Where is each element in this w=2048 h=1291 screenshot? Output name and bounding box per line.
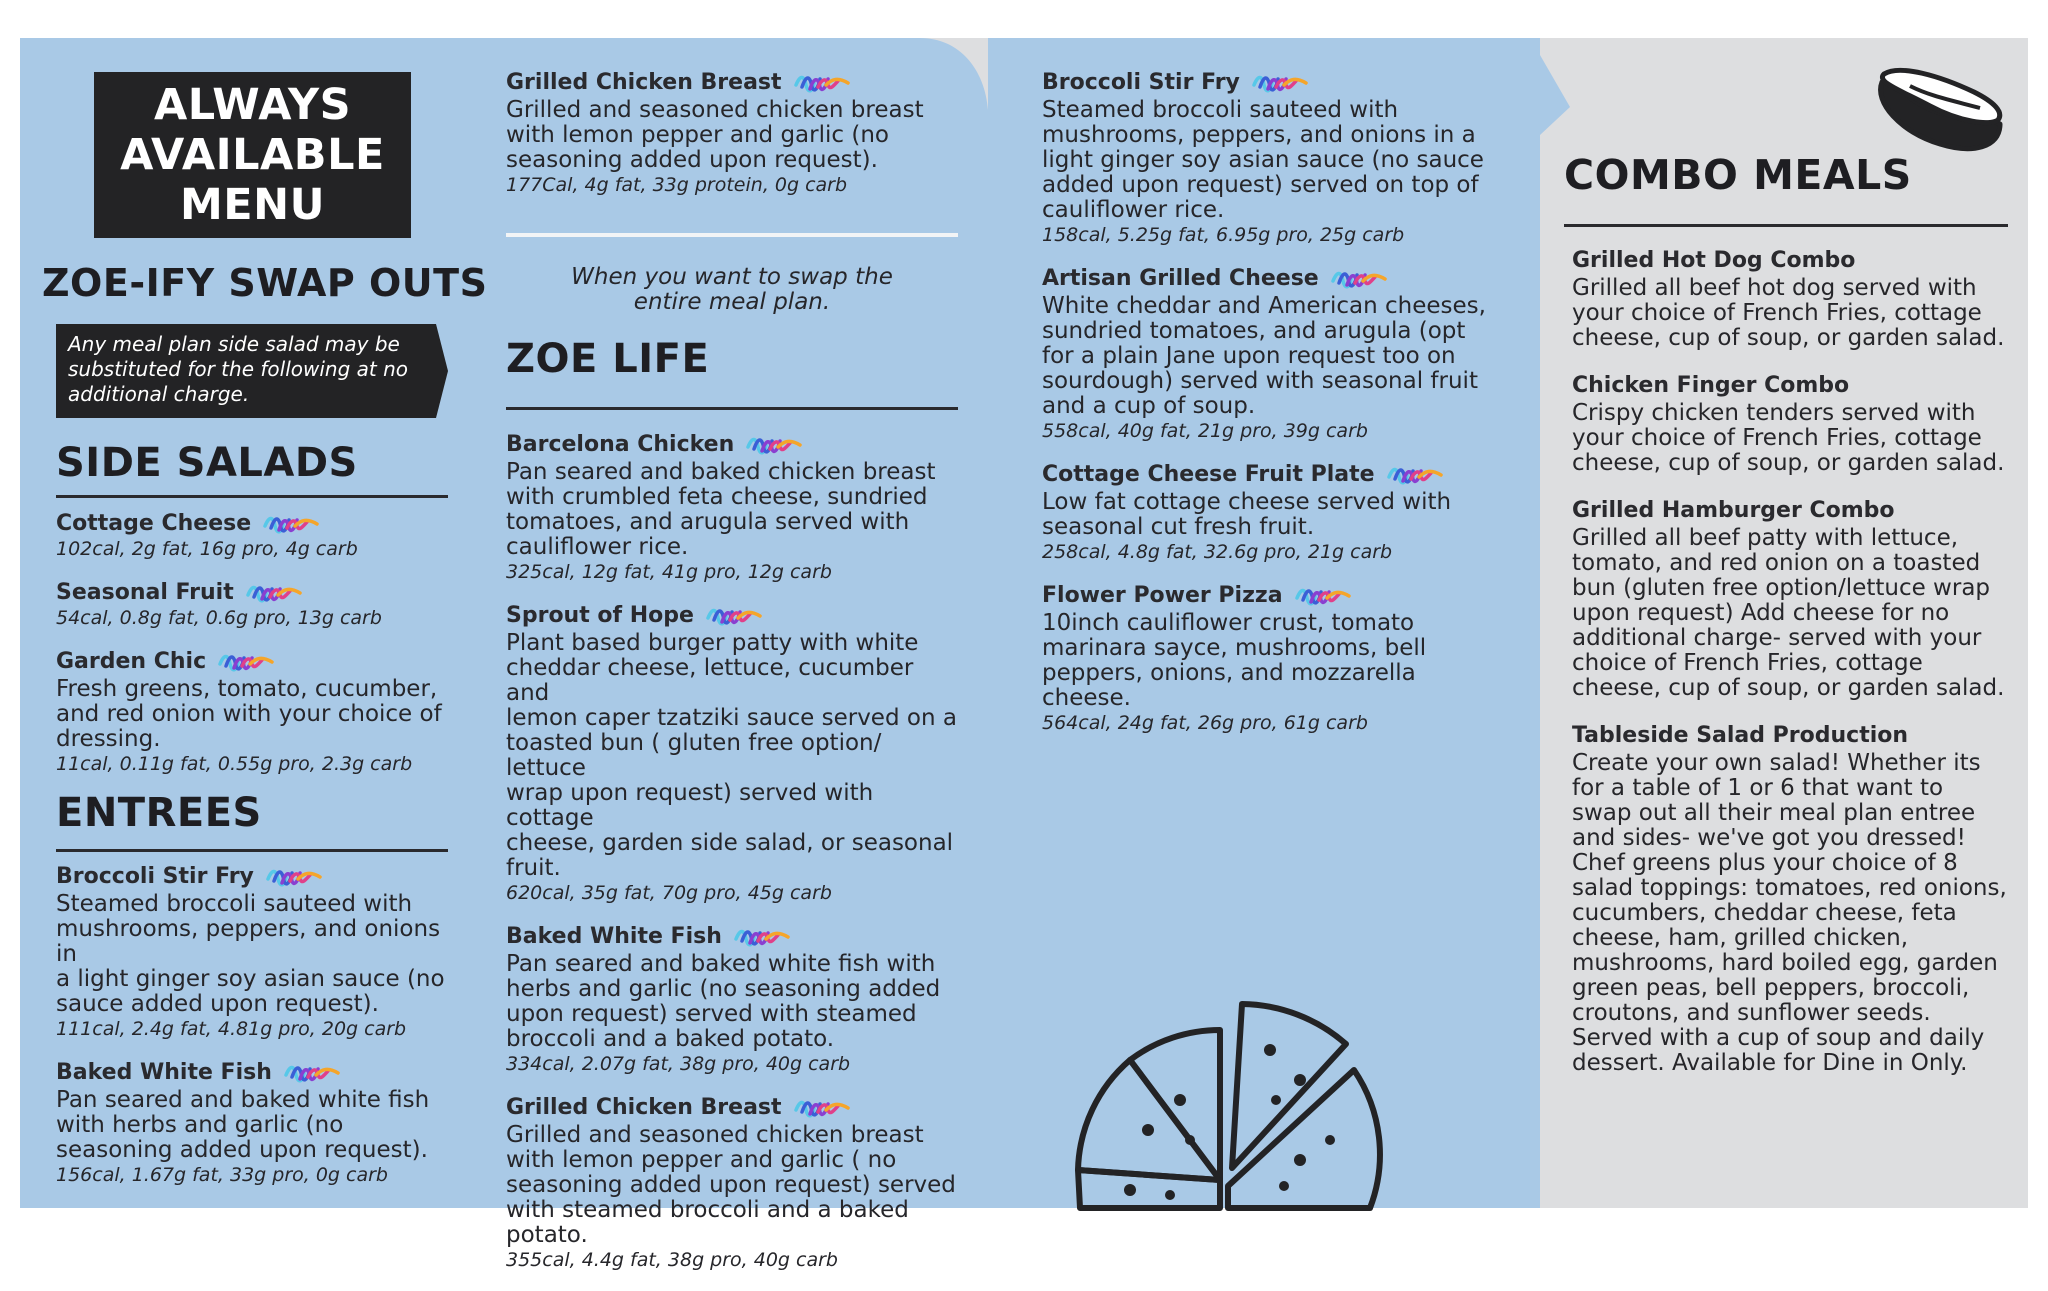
menu-item-name-text: Garden Chic bbox=[56, 649, 207, 674]
menu-item-description-line: lemon caper tzatziki sauce served on a bbox=[506, 705, 957, 731]
menu-item-description-line: sourdough) served with seasonal fruit bbox=[1042, 368, 1478, 394]
menu-item-description-line: cauliflower rice. bbox=[1042, 197, 1225, 223]
menu-item bbox=[506, 1095, 962, 1273]
menu-item-name bbox=[1572, 498, 2024, 524]
menu-item-nutrition: 355cal, 4.4g fat, 38g pro, 40g carb bbox=[506, 1249, 838, 1271]
menu-item-description-line: swap out all their meal plan entree bbox=[1572, 800, 1976, 826]
menu-item-nutrition: 558cal, 40g fat, 21g pro, 39g carb bbox=[1042, 420, 1368, 442]
hot-dog-icon bbox=[1870, 62, 2006, 158]
menu-item-description-line: a light ginger soy asian sauce (no bbox=[56, 966, 445, 992]
menu-item-description-line: cheese, cup of soup, or garden salad. bbox=[1572, 450, 2005, 476]
menu-item-description-line: your choice of French Fries, cottage bbox=[1572, 300, 1982, 326]
menu-item-name bbox=[1042, 70, 1502, 96]
menu-item-description-line: and red onion with your choice of bbox=[56, 701, 442, 727]
menu-item-nutrition: 54cal, 0.8g fat, 0.6g pro, 13g carb bbox=[56, 607, 382, 629]
menu-item-name-text: Seasonal Fruit bbox=[56, 580, 234, 605]
menu-item-name-text: Baked White Fish bbox=[506, 924, 722, 949]
menu-item-description-line: Low fat cottage cheese served with bbox=[1042, 489, 1452, 515]
swap-outs-heading: ZOE-IFY SWAP OUTS bbox=[42, 261, 488, 305]
menu-item-description-line: cheese, ham, grilled chicken, bbox=[1572, 925, 1909, 951]
menu-item bbox=[1042, 266, 1502, 444]
menu-item-description-line: croutons, and sunflower seeds. bbox=[1572, 1000, 1931, 1026]
menu-item-description-line: cucumbers, cheddar cheese, feta bbox=[1572, 900, 1957, 926]
side-salads-divider bbox=[56, 495, 448, 498]
menu-item-description-line: tomatoes, and arugula served with bbox=[506, 509, 910, 535]
menu-item-name bbox=[506, 70, 946, 96]
menu-item-name bbox=[1042, 462, 1502, 488]
menu-item-name-text: Grilled Hamburger Combo bbox=[1572, 498, 1895, 523]
menu-item bbox=[1572, 723, 2024, 1076]
side-salads-heading: SIDE SALADS bbox=[56, 440, 358, 486]
menu-item-name bbox=[506, 924, 962, 950]
entrees-divider bbox=[56, 849, 448, 852]
menu-item-description-line: cheese, garden side salad, or seasonal fruit. bbox=[506, 830, 954, 881]
swap-note-line: When you want to swap the bbox=[571, 264, 893, 290]
menu-item-description-line: seasoning added upon request) served bbox=[506, 1172, 956, 1198]
menu-item bbox=[56, 580, 456, 631]
menu-item-description-line: Pan seared and baked chicken breast bbox=[506, 459, 936, 485]
zoe-wave-icon bbox=[261, 512, 319, 536]
menu-item-description-line: choice of French Fries, cottage bbox=[1572, 650, 1923, 676]
side-salads-list bbox=[56, 511, 456, 795]
menu-item-nutrition: 11cal, 0.11g fat, 0.55g pro, 2.3g carb bbox=[56, 753, 413, 775]
menu-item-description-line: seasoning added upon request). bbox=[56, 1137, 428, 1163]
menu-item-nutrition: 102cal, 2g fat, 16g pro, 4g carb bbox=[56, 538, 358, 560]
menu-item-name bbox=[56, 511, 456, 537]
menu-item-description-line: potato. bbox=[506, 1222, 588, 1248]
menu-item-description-line: tomato, and red onion on a toasted bbox=[1572, 550, 1981, 576]
menu-item-description-line: seasoning added upon request). bbox=[506, 147, 878, 173]
menu-item-description-line: 10inch cauliflower crust, tomato bbox=[1042, 610, 1415, 636]
zoe-life-heading: ZOE LIFE bbox=[506, 336, 710, 382]
swap-note bbox=[506, 265, 958, 315]
menu-item-description-line: sundried tomatoes, and arugula (opt bbox=[1042, 318, 1466, 344]
menu-item-name-text: Chicken Finger Combo bbox=[1572, 373, 1850, 398]
menu-item-description-line: your choice of French Fries, cottage bbox=[1572, 425, 1982, 451]
zoe-wave-icon bbox=[244, 581, 302, 605]
menu-item-description-line: cheddar cheese, lettuce, cucumber and bbox=[506, 655, 914, 706]
menu-item-nutrition: 177Cal, 4g fat, 33g protein, 0g carb bbox=[506, 174, 848, 196]
pizza-icon bbox=[1070, 990, 1370, 1208]
menu-item-description-line: added upon request) served on top of bbox=[1042, 172, 1479, 198]
menu-item-name bbox=[56, 580, 456, 606]
entrees-list bbox=[56, 864, 466, 1206]
zoe-life-list-continued bbox=[1042, 70, 1502, 754]
menu-item-nutrition: 564cal, 24g fat, 26g pro, 61g carb bbox=[1042, 712, 1368, 734]
menu-item-name bbox=[1042, 266, 1502, 292]
menu-item-name-text: Barcelona Chicken bbox=[506, 432, 735, 457]
menu-item-name-text: Grilled Chicken Breast bbox=[506, 1095, 782, 1120]
menu-item-description-line: mushrooms, peppers, and onions in bbox=[56, 916, 441, 967]
menu-item bbox=[56, 649, 456, 777]
menu-item-description-line: with lemon pepper and garlic (no bbox=[506, 122, 889, 148]
menu-item-name-text: Flower Power Pizza bbox=[1042, 583, 1283, 608]
menu-item-description-line: Grilled all beef patty with lettuce, bbox=[1572, 525, 1959, 551]
zoe-wave-icon bbox=[1329, 267, 1387, 291]
entrees-heading: ENTREES bbox=[56, 790, 262, 836]
menu-item-description-line: and sides- we've got you dressed! bbox=[1572, 825, 1966, 851]
menu-item-nutrition: 334cal, 2.07g fat, 38g pro, 40g carb bbox=[506, 1053, 851, 1075]
menu-item-description-line: Steamed broccoli sauteed with bbox=[1042, 97, 1399, 123]
menu-item-nutrition: 156cal, 1.67g fat, 33g pro, 0g carb bbox=[56, 1164, 388, 1186]
combo-meals-heading: COMBO MEALS bbox=[1564, 151, 1912, 199]
menu-item-description-line: Grilled and seasoned chicken breast bbox=[506, 97, 924, 123]
menu-item bbox=[506, 432, 962, 585]
menu-item-name bbox=[1572, 723, 2024, 749]
menu-item-description-line: mushrooms, hard boiled egg, garden bbox=[1572, 950, 1998, 976]
menu-item bbox=[1572, 498, 2024, 701]
menu-title-line: ALWAYS bbox=[153, 80, 352, 130]
menu-item-description-line: for a plain Jane upon request too on bbox=[1042, 343, 1456, 369]
menu-item-name-text: Grilled Chicken Breast bbox=[506, 70, 782, 95]
zoe-wave-icon bbox=[216, 650, 274, 674]
menu-item-nutrition: 258cal, 4.8g fat, 32.6g pro, 21g carb bbox=[1042, 541, 1393, 563]
swap-note-line: entire meal plan. bbox=[633, 289, 831, 315]
menu-item bbox=[56, 1060, 466, 1188]
menu-item-description-line: with lemon pepper and garlic ( no bbox=[506, 1147, 897, 1173]
zoe-wave-icon bbox=[1385, 463, 1443, 487]
menu-item-name-text: Broccoli Stir Fry bbox=[56, 864, 254, 889]
menu-item-nutrition: 111cal, 2.4g fat, 4.81g pro, 20g carb bbox=[56, 1018, 407, 1040]
menu-item-description-line: cheese, cup of soup, or garden salad. bbox=[1572, 675, 2005, 701]
menu-item-description-line: toasted bun ( gluten free option/ lettuce bbox=[506, 730, 882, 781]
menu-item bbox=[1042, 583, 1502, 736]
menu-item-description-line: Steamed broccoli sauteed with bbox=[56, 891, 413, 917]
menu-item-description-line: cheese, cup of soup, or garden salad. bbox=[1572, 325, 2005, 351]
swap-divider bbox=[506, 233, 958, 237]
menu-item-name bbox=[506, 432, 962, 458]
menu-item-name-text: Cottage Cheese bbox=[56, 511, 252, 536]
menu-item-name-text: Broccoli Stir Fry bbox=[1042, 70, 1240, 95]
menu-item bbox=[1042, 462, 1502, 565]
menu-item-description-line: Pan seared and baked white fish with bbox=[506, 951, 936, 977]
menu-item-description-line: Plant based burger patty with white bbox=[506, 630, 919, 656]
menu-item-description-line: with steamed broccoli and a baked bbox=[506, 1197, 909, 1223]
menu-item-description-line: with crumbled feta cheese, sundried bbox=[506, 484, 928, 510]
menu-item-description-line: light ginger soy asian sauce (no sauce bbox=[1042, 147, 1484, 173]
panel-arrow-shape bbox=[1530, 55, 1570, 135]
menu-item-name bbox=[56, 1060, 466, 1086]
menu-item-nutrition: 325cal, 12g fat, 41g pro, 12g carb bbox=[506, 561, 832, 583]
menu-item-description-line: cheese. bbox=[1042, 685, 1131, 711]
menu-item-name-text: Baked White Fish bbox=[56, 1060, 272, 1085]
combo-meals-list bbox=[1572, 248, 2024, 1098]
menu-item-description-line: cauliflower rice. bbox=[506, 534, 689, 560]
banner-line: additional charge. bbox=[68, 382, 250, 406]
zoe-wave-icon bbox=[792, 71, 850, 95]
menu-item-description-line: peppers, onions, and mozzarella bbox=[1042, 660, 1416, 686]
menu-item-nutrition: 620cal, 35g fat, 70g pro, 45g carb bbox=[506, 882, 832, 904]
menu-item-name-text: Sprout of Hope bbox=[506, 603, 694, 628]
menu-item bbox=[56, 864, 466, 1042]
menu-item-description-line: Crispy chicken tenders served with bbox=[1572, 400, 1976, 426]
menu-item-description-line: dressing. bbox=[56, 726, 161, 752]
menu-item-name-text: Tableside Salad Production bbox=[1572, 723, 1909, 748]
menu-item-description-line: sauce added upon request). bbox=[56, 991, 379, 1017]
zoe-wave-icon bbox=[732, 925, 790, 949]
menu-item-nutrition: 158cal, 5.25g fat, 6.95g pro, 25g carb bbox=[1042, 224, 1405, 246]
menu-item-description-line: seasonal cut fresh fruit. bbox=[1042, 514, 1315, 540]
menu-item-description-line: upon request) Add cheese for no bbox=[1572, 600, 1950, 626]
menu-title-line: MENU bbox=[179, 180, 326, 230]
menu-title-line: AVAILABLE bbox=[120, 130, 385, 180]
menu-item bbox=[506, 70, 946, 198]
menu-item-name bbox=[506, 1095, 962, 1121]
menu-item-description-line: and a cup of soup. bbox=[1042, 393, 1256, 419]
menu-item-description-line: Grilled all beef hot dog served with bbox=[1572, 275, 1977, 301]
menu-item-description-line: wrap upon request) served with cottage bbox=[506, 780, 874, 831]
zoe-wave-icon bbox=[1293, 584, 1351, 608]
menu-item-name-text: Cottage Cheese Fruit Plate bbox=[1042, 462, 1375, 487]
zoe-life-divider bbox=[506, 407, 958, 410]
menu-item bbox=[56, 511, 456, 562]
menu-item-description-line: with herbs and garlic (no bbox=[56, 1112, 344, 1138]
menu-item-description-line: herbs and garlic (no seasoning added bbox=[506, 976, 941, 1002]
menu-item-description-line: bun (gluten free option/lettuce wrap bbox=[1572, 575, 1991, 601]
menu-item-name bbox=[56, 864, 466, 890]
zoe-wave-icon bbox=[744, 433, 802, 457]
menu-item bbox=[506, 603, 962, 906]
menu-item-description-line: Grilled and seasoned chicken breast bbox=[506, 1122, 924, 1148]
menu-item-description-line: Pan seared and baked white fish bbox=[56, 1087, 430, 1113]
menu-item-description-line: Chef greens plus your choice of 8 bbox=[1572, 850, 1958, 876]
combo-meals-divider bbox=[1564, 224, 2008, 227]
menu-item bbox=[506, 924, 962, 1077]
menu-item-description-line: broccoli and a baked potato. bbox=[506, 1026, 835, 1052]
zoe-wave-icon bbox=[282, 1061, 340, 1085]
banner-line: substituted for the following at no bbox=[68, 357, 408, 381]
zoe-wave-icon bbox=[704, 604, 762, 628]
menu-item bbox=[1572, 373, 2024, 476]
swap-item-list bbox=[506, 70, 946, 216]
menu-title-box bbox=[94, 72, 411, 238]
zoe-wave-icon bbox=[1250, 71, 1308, 95]
menu-item-description-line: White cheddar and American cheeses, bbox=[1042, 293, 1486, 319]
zoe-wave-icon bbox=[264, 865, 322, 889]
menu-item bbox=[1042, 70, 1502, 248]
menu-item-name bbox=[506, 603, 962, 629]
menu-item-name bbox=[1572, 248, 2024, 274]
menu-item-name-text: Grilled Hot Dog Combo bbox=[1572, 248, 1856, 273]
menu-item-description-line: salad toppings: tomatoes, red onions, bbox=[1572, 875, 2007, 901]
banner-line: Any meal plan side salad may be bbox=[68, 332, 400, 356]
zoe-wave-icon bbox=[792, 1096, 850, 1120]
menu-item-description-line: additional charge- served with your bbox=[1572, 625, 1982, 651]
menu-item-description-line: marinara sayce, mushrooms, bell bbox=[1042, 635, 1427, 661]
menu-item-name bbox=[56, 649, 456, 675]
menu-item-description-line: green peas, bell peppers, broccoli, bbox=[1572, 975, 1970, 1001]
swap-banner-text bbox=[68, 332, 408, 407]
menu-item-description-line: Served with a cup of soup and daily bbox=[1572, 1025, 1985, 1051]
menu-item bbox=[1572, 248, 2024, 351]
menu-item-description-line: mushrooms, peppers, and onions in a bbox=[1042, 122, 1476, 148]
menu-item-description-line: Fresh greens, tomato, cucumber, bbox=[56, 676, 438, 702]
zoe-life-list bbox=[506, 432, 962, 1291]
menu-item-description-line: dessert. Available for Dine in Only. bbox=[1572, 1050, 1968, 1076]
menu-item-description-line: upon request) served with steamed bbox=[506, 1001, 917, 1027]
menu-item-name bbox=[1572, 373, 2024, 399]
menu-item-name bbox=[1042, 583, 1502, 609]
menu-item-description-line: for a table of 1 or 6 that want to bbox=[1572, 775, 1944, 801]
menu-item-description-line: Create your own salad! Whether its bbox=[1572, 750, 1981, 776]
menu-item-name-text: Artisan Grilled Cheese bbox=[1042, 266, 1319, 291]
